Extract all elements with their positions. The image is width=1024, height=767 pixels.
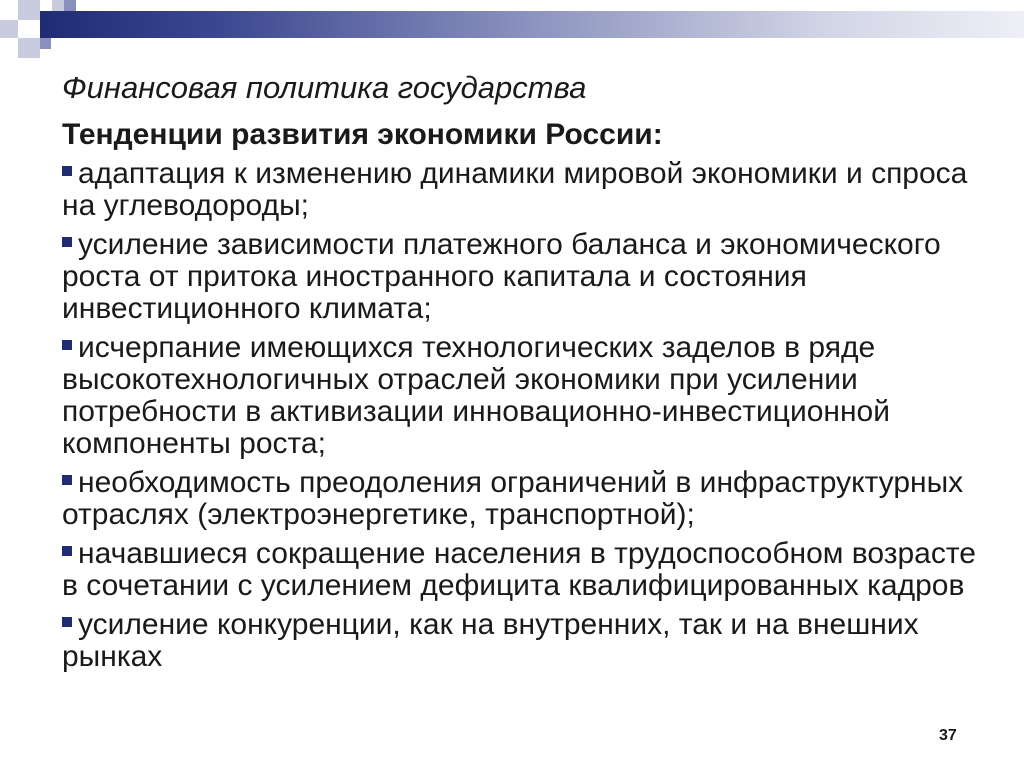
bullet-item <box>62 158 992 222</box>
decor-square <box>52 0 64 11</box>
decor-square <box>18 38 40 58</box>
bullet-text: необходимость преодоления ограничений в инфраструктурных отраслях (электроэнергетике, транспортной); <box>62 466 964 531</box>
decor-square <box>40 38 51 49</box>
decor-square <box>64 0 76 11</box>
bullet-text: адаптация к изменению динамики мировой экономики и спроса на углеводороды; <box>62 157 968 222</box>
decor-square <box>18 0 40 20</box>
header-gradient-bar <box>40 11 1024 38</box>
bullet-item <box>62 538 992 602</box>
square-bullet-icon <box>62 166 72 176</box>
bullet-item <box>62 467 992 531</box>
slide-title: Финансовая политика государства <box>62 70 587 105</box>
bullet-text: начавшиеся сокращение населения в трудоспособном возрасте в сочетании с усилением дефицита квалифицированных кадров <box>62 537 976 602</box>
bullet-list <box>62 158 992 680</box>
decor-square <box>0 20 18 38</box>
square-bullet-icon <box>62 340 72 350</box>
bullet-item <box>62 229 992 325</box>
decor-square <box>40 0 52 11</box>
page-number: 37 <box>939 727 957 744</box>
bullet-text: исчерпание имеющихся технологических заделов в ряде высокотехнологичных отраслей экономики при усилении потребности в активизации инновационно-инвестиционной компоненты роста; <box>62 331 891 460</box>
bullet-item <box>62 609 992 673</box>
square-bullet-icon <box>62 617 72 627</box>
square-bullet-icon <box>62 475 72 485</box>
bullet-item <box>62 332 992 460</box>
square-bullet-icon <box>62 546 72 556</box>
square-bullet-icon <box>62 237 72 247</box>
bullet-text: усиление конкуренции, как на внутренних, так и на внешних рынках <box>62 608 919 673</box>
slide-subtitle: Тенденции развития экономики России: <box>62 118 663 151</box>
bullet-text: усиление зависимости платежного баланса и экономического роста от притока иностранного капитала и состояния инвестиционного климата; <box>62 228 941 325</box>
